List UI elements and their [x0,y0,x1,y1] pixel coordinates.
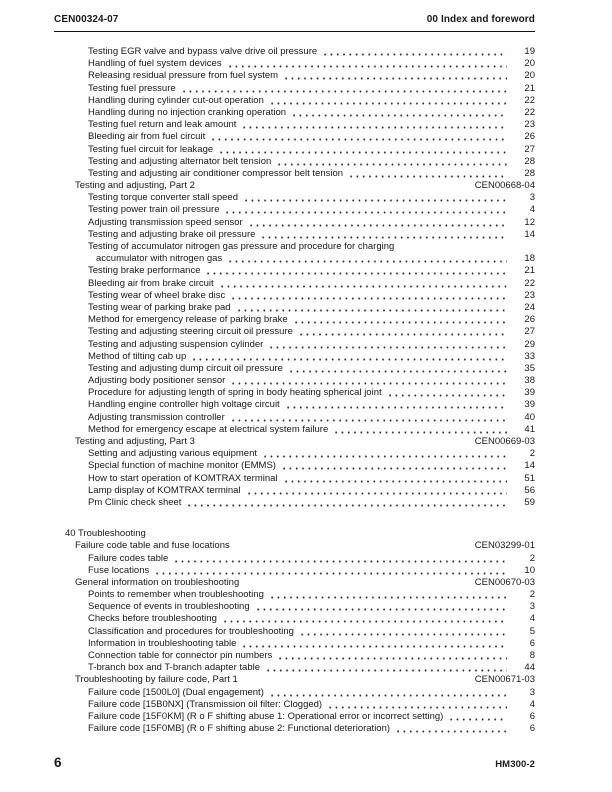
toc-entry-title: Testing and adjusting suspension cylinder [88,338,264,350]
toc-page-number: 14 [524,460,535,472]
toc-item-row [54,497,535,509]
toc-section-code: CEN00668-04 [474,180,535,192]
toc-entry-title: Setting and adjusting various equipment [88,448,258,460]
toc-page-number: 23 [524,119,535,131]
dot-leader [246,492,507,495]
toc-page-number: 38 [524,375,535,387]
toc-page-number: 23 [524,289,535,301]
dot-leader [191,358,507,361]
dot-leader [283,480,507,483]
toc-item-row [54,351,535,363]
toc-page-number: 20 [524,70,535,82]
toc-section-code: CEN03299-01 [474,540,535,552]
dot-leader [285,406,507,409]
dot-leader [283,77,507,80]
dot-leader [299,633,507,636]
toc-item-row [54,589,535,601]
toc-item-row [54,241,535,253]
toc-section-row [54,436,535,448]
toc-section-title: Failure code table and fuse locations [75,540,230,552]
toc-entry-title: Failure code [1500L0] (Dual engagement) [88,686,264,698]
toc-page-number: 26 [524,131,535,143]
toc-page-number: 22 [524,94,535,106]
toc-item-row [54,217,535,229]
toc-entry-title: Method of tilting cab up [88,350,187,362]
toc-page-number: 3 [529,601,535,613]
dot-leader [269,102,507,105]
dot-leader [322,53,507,56]
toc-item-row [54,278,535,290]
toc-item-row [54,192,535,204]
dot-leader [227,65,507,68]
toc-page-number: 3 [529,686,535,698]
toc-section-row [54,180,535,192]
toc-entry-title: Handling during cylinder cut-out operation [88,94,264,106]
toc-page-number: 22 [524,106,535,118]
toc-item-row [54,339,535,351]
toc-entry-title: Bleeding air from brake circuit [88,277,214,289]
toc-item-row [54,601,535,613]
toc-item-row [54,662,535,674]
toc-page-number: 56 [524,484,535,496]
toc-entry-title: Testing and adjusting air conditioner compressor belt tension [88,167,344,179]
toc-entry-title: Handling engine controller high voltage circuit [88,399,280,411]
toc-entry-title: Method for emergency release of parking brake [88,314,288,326]
dot-leader [236,309,507,312]
toc-entry-title: Testing and adjusting brake oil pressure [88,228,256,240]
toc-section-code: CEN00669-03 [474,436,535,447]
toc-page-number: 18 [524,253,535,265]
toc-item-row [54,687,535,699]
dot-leader [348,175,507,178]
toc-entry-title: Testing fuel pressure [88,82,176,94]
dot-leader [298,333,507,336]
toc-entry-title: Testing brake performance [88,265,201,277]
toc-item-row [54,412,535,424]
toc-page-number: 5 [529,625,535,637]
footer-model-code: HM300-2 [495,759,535,770]
dot-leader [265,669,507,672]
toc-item-row [54,387,535,399]
toc-page-number: 4 [529,204,535,216]
toc-item-row [54,290,535,302]
toc-item-row [54,229,535,241]
toc-item-row [54,131,535,143]
toc-page-number: 3 [529,192,535,204]
toc-page-number: 28 [524,155,535,167]
dot-leader [248,224,507,227]
toc-page-number: 4 [529,613,535,625]
toc-entry-title: Testing and adjusting dump circuit oil pressure [88,362,283,374]
toc-page-number: 21 [524,265,535,277]
dot-leader [243,199,507,202]
toc-page-number: 14 [524,228,535,240]
toc-entry-title: Testing of accumulator nitrogen gas pressure and procedure for charging [88,241,395,252]
toc-page-number: 6 [529,710,535,722]
toc-entry-title: Failure code [15F0MB] (R o F shifting abuse 2: Functional deterioration) [88,723,391,735]
toc-item-row [54,399,535,411]
dot-leader [227,260,507,263]
toc-item-row [54,168,535,180]
toc-item-row [54,723,535,735]
toc-page-number: 33 [524,350,535,362]
toc-item-row [54,46,535,58]
dot-leader [268,346,507,349]
header-document-code: CEN00324-07 [54,14,119,25]
toc-entry-title: Releasing residual pressure from fuel system [88,70,279,82]
toc-item-row [54,424,535,436]
toc-page-number: 21 [524,82,535,94]
toc-page-number: 6 [529,637,535,649]
toc-page-number: 2 [529,448,535,460]
toc-item-row [54,326,535,338]
toc-entry-title: Testing EGR valve and bypass valve drive oil pressure [88,46,318,57]
toc-entry-title: Adjusting transmission speed sensor [88,216,243,228]
toc-entry-title: Testing power train oil pressure [88,204,220,216]
toc-page-number: 10 [524,564,535,576]
toc-page-number: 40 [524,411,535,423]
toc-entry-title: accumulator with nitrogen gas [96,253,223,265]
toc-entry-title: Testing fuel circuit for leakage [88,143,214,155]
toc-entry-title: 40 Troubleshooting [65,528,146,540]
toc-section-row [54,540,535,552]
toc-item-row [54,711,535,723]
toc-page-number: 59 [524,496,535,508]
toc-page-number: 26 [524,314,535,326]
toc-item-row [54,565,535,577]
toc-entry-title: Testing wear of parking brake pad [88,301,231,313]
dot-leader [181,90,507,93]
toc-entry-title: Procedure for adjusting length of spring in body heating spherical joint [88,387,382,399]
toc-page-number: 19 [524,46,535,57]
toc-entry-title: Lamp display of KOMTRAX terminal [88,484,241,496]
dot-leader [260,236,507,239]
toc-entry-title: Classification and procedures for troubleshooting [88,625,294,637]
page-footer [54,755,535,770]
toc-item-row [54,95,535,107]
toc-page-number: 2 [529,552,535,564]
dot-leader [327,706,507,709]
toc-chapter-row [54,528,535,540]
toc-page-number: 2 [529,589,535,601]
toc-item-row [54,448,535,460]
toc-section-title: Testing and adjusting, Part 3 [75,436,195,447]
toc-item-row [54,107,535,119]
toc-item-row [54,638,535,650]
dot-leader [291,114,507,117]
toc-page-number: 39 [524,399,535,411]
toc-item-row [54,314,535,326]
toc-entry-title: Adjusting body positioner sensor [88,375,226,387]
dot-leader [224,211,507,214]
toc-entry-title: Testing fuel return and leak amount [88,119,237,131]
toc-item-row [54,144,535,156]
toc-entry-title: Points to remember when troubleshooting [88,589,264,601]
page-header [54,14,535,32]
toc-item-row [54,363,535,375]
header-section-title: 00 Index and foreword [426,14,535,25]
toc-item-row [54,650,535,662]
toc-page-number: 12 [524,216,535,228]
dot-leader [230,419,507,422]
toc-entry-title: Handling during no injection cranking operation [88,106,287,118]
toc-section-row [54,577,535,589]
dot-leader [218,151,507,154]
toc-page-number: 8 [529,650,535,661]
toc-item-row [54,83,535,95]
dot-leader [448,718,507,721]
dot-leader [173,560,507,563]
dot-leader [277,657,507,660]
toc-page-number: 4 [529,698,535,710]
toc-entry-title: Failure code [15B0NX] (Transmission oil filter: Clogged) [88,698,323,710]
toc-section-row [54,674,535,686]
toc-page-number: 29 [524,338,535,350]
toc-entry-title: Pm Clinic check sheet [88,496,182,508]
dot-leader [222,620,507,623]
toc-page-number: 51 [524,472,535,484]
dot-leader [154,572,507,575]
toc-item-row [54,626,535,638]
dot-leader [276,163,507,166]
toc-entry-title: Testing wear of wheel brake disc [88,289,226,301]
toc-entry-title: How to start operation of KOMTRAX terminal [88,472,278,484]
toc-item-row [54,70,535,82]
dot-leader [387,394,507,397]
toc-item-row [54,204,535,216]
toc-entry-title: Failure code [15F0KM] (R o F shifting abuse 1: Operational error or incorrect setting) [88,710,444,722]
toc-page-number: 27 [524,143,535,155]
toc-item-row [54,119,535,131]
toc-entry-title: Method for emergency escape at electrical system failure [88,423,329,435]
toc-item-row [54,485,535,497]
toc-item-row [54,613,535,625]
toc-item-row [54,473,535,485]
toc-page-number: 22 [524,277,535,289]
toc-section-title: Troubleshooting by failure code, Part 1 [75,674,238,686]
toc-page-number: 41 [524,423,535,435]
toc [54,46,535,735]
toc-item-row [54,699,535,711]
toc-entry-title: Bleeding air from fuel circuit [88,131,206,143]
toc-page-number: 6 [529,723,535,735]
toc-page-number: 35 [524,362,535,374]
toc-item-row [54,460,535,472]
toc-item-row [54,375,535,387]
toc-entry-title: Checks before troubleshooting [88,613,217,625]
dot-leader [255,608,507,611]
toc-entry-title: Testing torque converter stall speed [88,192,238,204]
dot-leader [281,467,507,470]
toc-section-code: CEN00670-03 [474,576,535,588]
dot-leader [395,730,507,733]
dot-leader [241,645,507,648]
footer-page-number: 6 [54,755,62,770]
toc-page-number: 44 [524,662,535,674]
toc-item-row [54,156,535,168]
toc-section-title: Testing and adjusting, Part 2 [75,180,195,192]
dot-leader [269,694,507,697]
dot-leader [269,596,507,599]
dot-leader [219,285,507,288]
toc-entry-title: Special function of machine monitor (EMMS) [88,460,276,472]
dot-leader [205,272,507,275]
toc-page-number: 39 [524,387,535,399]
toc-entry-title: Sequence of events in troubleshooting [88,601,250,613]
dot-leader [210,138,507,141]
toc-item-row [54,553,535,565]
dot-leader [293,321,507,324]
toc-entry-title: Testing and adjusting steering circuit oil pressure [88,326,293,338]
toc-entry-title: Fuse locations [88,564,150,576]
toc-item-row [54,58,535,70]
toc-entry-title: Connection table for connector pin numbers [88,650,273,661]
dot-leader [186,504,507,507]
toc-entry-title: Information in troubleshooting table [88,637,237,649]
toc-section-code: CEN00671-03 [474,674,535,686]
toc-entry-title: Failure codes table [88,552,169,564]
toc-item-row [54,302,535,314]
toc-item-row [54,253,535,265]
dot-leader [262,455,507,458]
dot-leader [288,370,507,373]
dot-leader [230,382,507,385]
dot-leader [230,297,507,300]
toc-section-gap [54,509,535,528]
dot-leader [333,431,507,434]
dot-leader [241,126,507,129]
toc-entry-title: Testing and adjusting alternator belt tension [88,155,272,167]
toc-section-title: General information on troubleshooting [75,576,240,588]
toc-entry-title: Handling of fuel system devices [88,58,222,70]
toc-entry-title: Adjusting transmission controller [88,411,225,423]
toc-item-row [54,265,535,277]
toc-page-number: 20 [524,58,535,70]
toc-page-number: 27 [524,326,535,338]
toc-entry-title: T-branch box and T-branch adapter table [88,662,260,674]
toc-page-number: 28 [524,167,535,179]
toc-page-number: 24 [524,301,535,313]
